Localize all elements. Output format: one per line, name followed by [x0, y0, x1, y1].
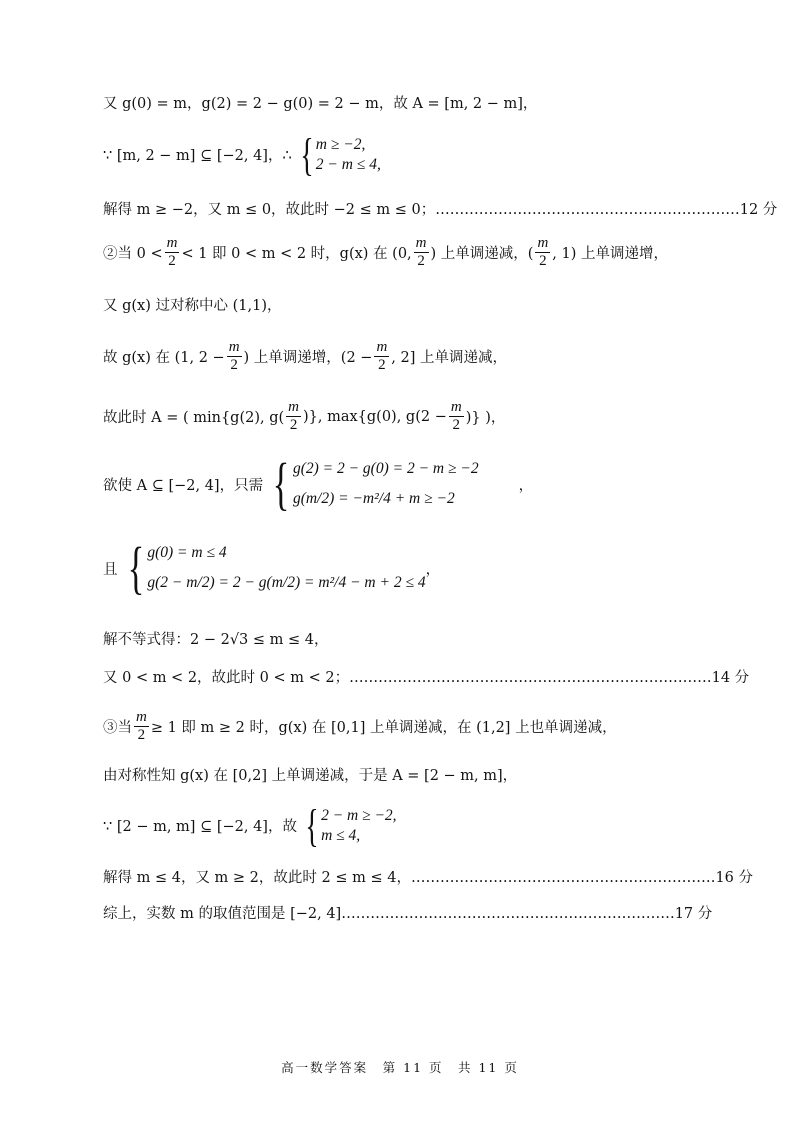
- text: ∵ [2 − m, m] ⊆ [−2, 4]，故: [103, 819, 297, 836]
- numerator: m: [288, 399, 299, 415]
- fraction: [449, 400, 464, 433]
- line-11: [103, 666, 750, 687]
- numerator: m: [228, 339, 240, 355]
- text: < 1 即 0 < m < 2 时，g(x) 在 (0,: [181, 246, 412, 262]
- line-6: [103, 340, 693, 373]
- text: 解不等式得：2 − 2√3 ≤ m ≤ 4，: [103, 632, 329, 648]
- fraction: [374, 340, 389, 373]
- line-8: [103, 451, 693, 516]
- fraction: [227, 340, 242, 373]
- text: ≥ 1 即 m ≥ 2 时，g(x) 在 [0,1] 上单调递减，在 (1,2] 上也单调递减，: [150, 720, 617, 736]
- page-footer: 高一数学答案 第 11 页 共 11 页: [281, 1060, 519, 1075]
- numerator: m: [450, 399, 462, 415]
- line-4: [103, 236, 693, 269]
- numerator: m: [136, 709, 147, 725]
- left-brace: {: [300, 129, 314, 180]
- denominator: 2: [539, 253, 547, 269]
- text: 又 g(0) = m，g(2) = 2 − g(0) = 2 − m，故 A = [m, 2 − m]，: [103, 96, 538, 112]
- text: ，: [425, 561, 441, 578]
- fraction: [535, 236, 550, 269]
- denominator: 2: [230, 357, 238, 373]
- line-16: [103, 902, 713, 923]
- text: 又 g(x) 过对称中心 (1,1)，: [103, 298, 282, 314]
- text: 且: [103, 561, 118, 578]
- text: , 2] 上单调递减，: [391, 350, 508, 366]
- text: 故此时 A = ( min{g(2), g(: [103, 410, 285, 426]
- fraction: [134, 710, 149, 743]
- text: 综上，实数 m 的取值范围是 [−2, 4]……………………………………………………………17 分: [103, 906, 713, 922]
- system-row: g(2) = 2 − g(0) = 2 − m ≥ −2: [292, 460, 479, 478]
- denominator: 2: [452, 417, 461, 433]
- text: 故 g(x) 在 (1, 2 −: [103, 350, 225, 366]
- line-15: [103, 866, 754, 887]
- denominator: 2: [378, 357, 386, 373]
- system-row: g(m/2) = −m²/4 + m ≥ −2: [292, 490, 455, 508]
- text: ②当 0 <: [103, 246, 163, 262]
- text: )} )，: [465, 410, 506, 426]
- equation-system: [296, 129, 381, 180]
- equation-system: [267, 451, 479, 516]
- text: , 1) 上单调递增，: [552, 246, 669, 262]
- line-5: [103, 294, 693, 315]
- text: ) 上单调递增，(2 −: [243, 350, 373, 366]
- line-1: [103, 92, 693, 113]
- fraction: [165, 236, 180, 269]
- system-row: m ≥ −2,: [315, 135, 366, 153]
- equation-system: [301, 800, 397, 851]
- line-9: [103, 535, 693, 600]
- line-13: [103, 764, 693, 785]
- text: 解得 m ≤ 4，又 m ≥ 2，故此时 2 ≤ m ≤ 4，………………………………………………………16 分: [103, 870, 754, 886]
- fraction: [286, 400, 301, 433]
- text: 又 0 < m < 2，故此时 0 < m < 2；…………………………………………………………………14 分: [103, 670, 750, 686]
- numerator: m: [376, 339, 388, 355]
- equation-system: [122, 535, 426, 600]
- text: ∵ [m, 2 − m] ⊆ [−2, 4]，∴: [103, 148, 292, 165]
- left-brace: {: [272, 451, 290, 516]
- text: ，: [518, 477, 534, 494]
- fraction: [414, 236, 429, 269]
- left-brace: {: [127, 535, 144, 600]
- denominator: 2: [417, 253, 425, 269]
- line-7: [103, 400, 693, 433]
- system-row: 2 − m ≥ −2,: [321, 806, 397, 824]
- line-3: [103, 198, 778, 219]
- text: ) 上单调递减，(: [430, 246, 534, 262]
- numerator: m: [415, 235, 427, 251]
- line-10: [103, 628, 693, 649]
- line-12: [103, 710, 693, 743]
- text: 解得 m ≥ −2，又 m ≤ 0，故此时 −2 ≤ m ≤ 0；………………………………………………………12 分: [103, 202, 778, 218]
- numerator: m: [166, 235, 178, 251]
- text: 欲使 A ⊆ [−2, 4]，只需: [103, 477, 264, 494]
- denominator: 2: [137, 727, 146, 743]
- line-2: [103, 129, 693, 180]
- left-brace: {: [305, 800, 319, 851]
- denominator: 2: [289, 417, 298, 433]
- system-row: 2 − m ≤ 4,: [315, 155, 381, 173]
- text: ③当: [103, 720, 132, 736]
- system-row: g(2 − m/2) = 2 − g(m/2) = m²/4 − m + 2 ≤ 4: [147, 574, 426, 592]
- system-row: m ≤ 4,: [321, 826, 361, 844]
- text: 由对称性知 g(x) 在 [0,2] 上单调递减，于是 A = [2 − m, m]，: [103, 768, 518, 784]
- denominator: 2: [168, 253, 176, 269]
- numerator: m: [537, 235, 549, 251]
- system-row: g(0) = m ≤ 4: [147, 544, 227, 562]
- line-14: [103, 800, 693, 851]
- text: )}, max{g(0), g(2 −: [303, 408, 447, 425]
